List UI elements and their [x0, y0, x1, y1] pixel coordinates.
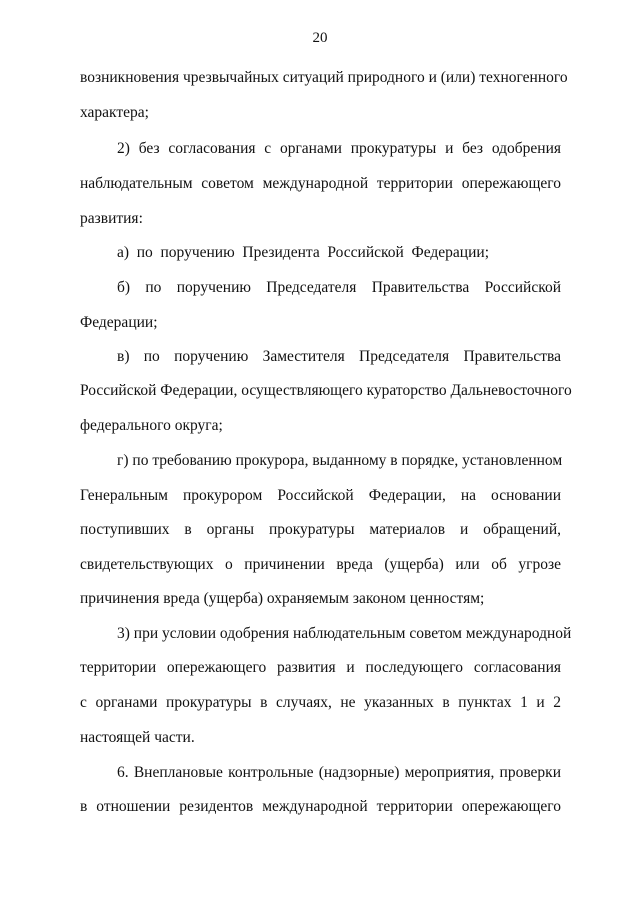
text-line: 2) без согласования с органами прокуратуры и без одобрения: [117, 140, 561, 157]
text-line: г) по требованию прокурора, выданному в порядке, установленном: [117, 452, 563, 469]
text-line: б) по поручению Председателя Правительства Российской: [117, 279, 561, 296]
text-line: территории опережающего развития и последующего согласования: [80, 659, 561, 676]
text-line: возникновения чрезвычайных ситуаций природного и (или) техногенного: [80, 69, 568, 86]
text-line: федерального округа;: [80, 417, 223, 434]
text-line: свидетельствующих о причинении вреда (ущерба) или об угрозе: [80, 556, 561, 573]
text-line: характера;: [80, 104, 149, 121]
text-line: а) по поручению Президента Российской Федерации;: [117, 244, 489, 261]
text-line: развития:: [80, 210, 143, 227]
text-line: наблюдательным советом международной территории опережающего: [80, 175, 561, 192]
text-line: с органами прокуратуры в случаях, не указанных в пунктах 1 и 2: [80, 694, 561, 711]
text-line: причинения вреда (ущерба) охраняемым законом ценностям;: [80, 590, 485, 607]
text-line: Федерации;: [80, 314, 158, 331]
text-line: 6. Внеплановые контрольные (надзорные) мероприятия, проверки: [117, 764, 561, 781]
text-line: в) по поручению Заместителя Председателя Правительства: [117, 348, 561, 365]
text-line: поступивших в органы прокуратуры материалов и обращений,: [80, 521, 561, 538]
page-number: 20: [312, 30, 328, 46]
text-line: 3) при условии одобрения наблюдательным советом международной: [117, 625, 572, 642]
text-line: в отношении резидентов международной территории опережающего: [80, 798, 561, 815]
text-line: Российской Федерации, осуществляющего кураторство Дальневосточного: [80, 382, 572, 399]
text-line: настоящей части.: [80, 729, 195, 746]
text-line: Генеральным прокурором Российской Федерации, на основании: [80, 487, 561, 504]
